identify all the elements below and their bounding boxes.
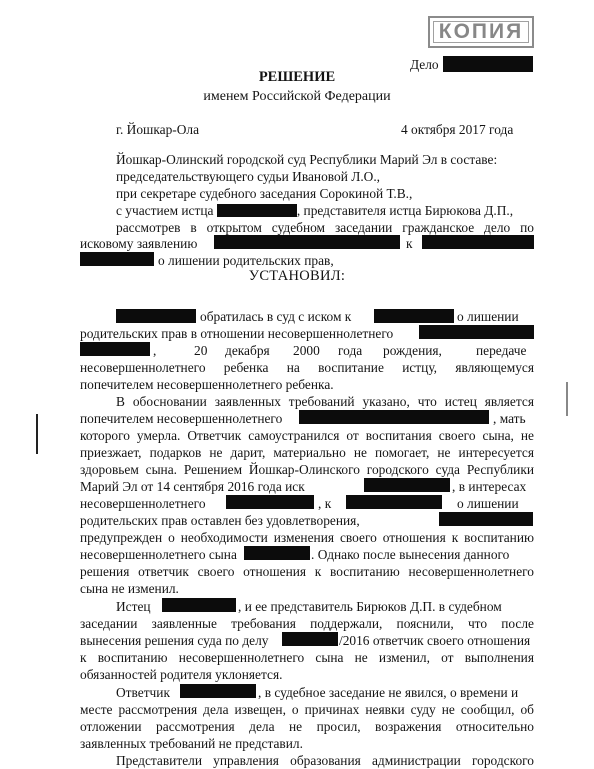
paragraph-text: приезжает, подарков не дарит, материально не помогает, не интересуется bbox=[80, 445, 534, 460]
paragraph-text: В обосновании заявленных требований указано, что истец является bbox=[116, 394, 534, 409]
redacted-defendant bbox=[346, 495, 442, 509]
section-heading: УСТАНОВИЛ: bbox=[248, 268, 346, 284]
paragraph-text: к воспитанию несовершеннолетнего сына не изменил, от выполнения bbox=[80, 650, 534, 665]
paragraph-text: , к bbox=[318, 496, 332, 511]
paragraph-text: родительских прав оставлен без удовлетворения, bbox=[80, 513, 360, 528]
paragraph-text: Ответчик bbox=[116, 685, 170, 700]
paragraph-text: 2000 bbox=[293, 343, 320, 358]
paragraph-text: несовершеннолетнего сына bbox=[80, 547, 237, 562]
redacted-plaintiff bbox=[217, 204, 297, 217]
paragraph-text: Истец bbox=[116, 599, 151, 614]
redacted-plaintiff bbox=[364, 478, 450, 492]
city: г. Йошкар-Ола bbox=[116, 122, 200, 137]
redacted-party bbox=[80, 252, 154, 266]
copy-stamp bbox=[428, 16, 534, 48]
paragraph-text: попечителем несовершеннолетнего bbox=[80, 411, 283, 426]
paragraph-text: рождения, bbox=[383, 343, 442, 358]
intro-line: исковому заявлению bbox=[80, 236, 198, 251]
paragraph-text: несовершеннолетнего bbox=[80, 496, 206, 511]
paragraph-text: несовершеннолетнего ребенка на воспитание истцу, являющемуся bbox=[80, 360, 534, 375]
intro-line: при секретаре судебного заседания Сорокиной Т.В., bbox=[116, 186, 413, 201]
paragraph-text: декабря bbox=[225, 343, 270, 358]
document-subtitle: именем Российской Федерации bbox=[203, 89, 391, 104]
paragraph-text: о лишении bbox=[457, 496, 519, 511]
paragraph-text: решения ответчик своего отношения к воспитанию несовершеннолетнего bbox=[80, 564, 534, 579]
paragraph-text: Представители управления образования администрации городского bbox=[116, 753, 534, 768]
paragraph-text: , в судебное заседание не явился, о времени и bbox=[258, 685, 519, 700]
paragraph-text: родительских прав в отношении несовершеннолетнего bbox=[80, 326, 394, 341]
redacted-plaintiff bbox=[116, 309, 196, 323]
paragraph-text: отложении рассмотрения дела не просил, возражения относительно bbox=[80, 719, 534, 734]
paragraph-text: предупрежден о необходимости изменения своего отношения к воспитанию bbox=[80, 530, 534, 545]
paragraph-text: . Однако после вынесения данного bbox=[311, 547, 510, 562]
redacted-case-number bbox=[282, 632, 338, 646]
copy-stamp-text: КОПИЯ bbox=[438, 20, 524, 43]
intro-line: о лишении родительских прав, bbox=[158, 253, 334, 268]
redacted-child bbox=[299, 410, 489, 424]
paragraph-text: здоровьем сына. Решением Йошкар-Олинского городского суда Республики bbox=[80, 462, 534, 477]
paragraph-text: вынесения решения суда по делу bbox=[80, 633, 269, 648]
paragraph-text: сына не изменил. bbox=[80, 581, 179, 596]
decision-date: 4 октября 2017 года bbox=[401, 122, 514, 137]
paragraph-text: заявленных требований не представил. bbox=[80, 736, 303, 751]
margin-mark bbox=[566, 382, 568, 416]
paragraph-text: обратилась в суд с иском к bbox=[200, 309, 352, 324]
paragraph-text: , мать bbox=[493, 411, 526, 426]
paragraph-text: Марий Эл от 14 сентября 2016 года иск bbox=[80, 479, 305, 494]
redacted-defendant bbox=[439, 512, 533, 526]
redacted-child bbox=[80, 342, 150, 356]
paragraph-text: , в интересах bbox=[452, 479, 527, 494]
redacted-child bbox=[419, 325, 534, 339]
paragraph-text: обязанностей родителя уклоняется. bbox=[80, 667, 283, 682]
redacted-plaintiff bbox=[162, 598, 236, 612]
intro-text: , представителя истца Бирюкова Д.П., bbox=[296, 203, 514, 218]
margin-mark bbox=[36, 414, 38, 454]
paragraph-text: которого умерла. Ответчик самоустранился от воспитания своего сына, не bbox=[80, 428, 534, 443]
intro-line: Йошкар-Олинский городской суд Республики Марий Эл в составе: bbox=[116, 152, 498, 167]
redacted-party bbox=[422, 235, 534, 249]
paragraph-text: заседании заявленные требования поддержали, пояснили, что после bbox=[80, 616, 534, 631]
case-number-label: Дело bbox=[410, 57, 439, 72]
intro-text: к bbox=[406, 236, 413, 251]
intro-line bbox=[116, 202, 513, 219]
intro-text: с участием истца bbox=[116, 203, 214, 218]
paragraph-text: , и ее представитель Бирюков Д.П. в судебном bbox=[238, 599, 502, 614]
redacted-defendant bbox=[180, 684, 256, 698]
intro-line: рассмотрев в открытом судебном заседании гражданское дело по bbox=[116, 220, 534, 235]
redacted-defendant bbox=[374, 309, 454, 323]
paragraph-text: о лишении bbox=[457, 309, 519, 324]
paragraph-text: , bbox=[153, 343, 157, 358]
paragraph-text: года bbox=[338, 343, 363, 358]
intro-line: председательствующего судьи Ивановой Л.О., bbox=[116, 169, 381, 184]
paragraph-text: 20 bbox=[194, 343, 208, 358]
paragraph-text: месте рассмотрения дела извещен, о причинах неявки суду не сообщил, об bbox=[80, 702, 534, 717]
redacted-child bbox=[226, 495, 314, 509]
redacted-party bbox=[214, 235, 400, 249]
paragraph-text: попечителем несовершеннолетнего ребенка. bbox=[80, 377, 334, 392]
paragraph-text: передаче bbox=[476, 343, 527, 358]
paragraph-text: /2016 ответчик своего отношения bbox=[339, 633, 531, 648]
document-title: РЕШЕНИЕ bbox=[258, 69, 336, 85]
redacted-child bbox=[244, 546, 310, 560]
